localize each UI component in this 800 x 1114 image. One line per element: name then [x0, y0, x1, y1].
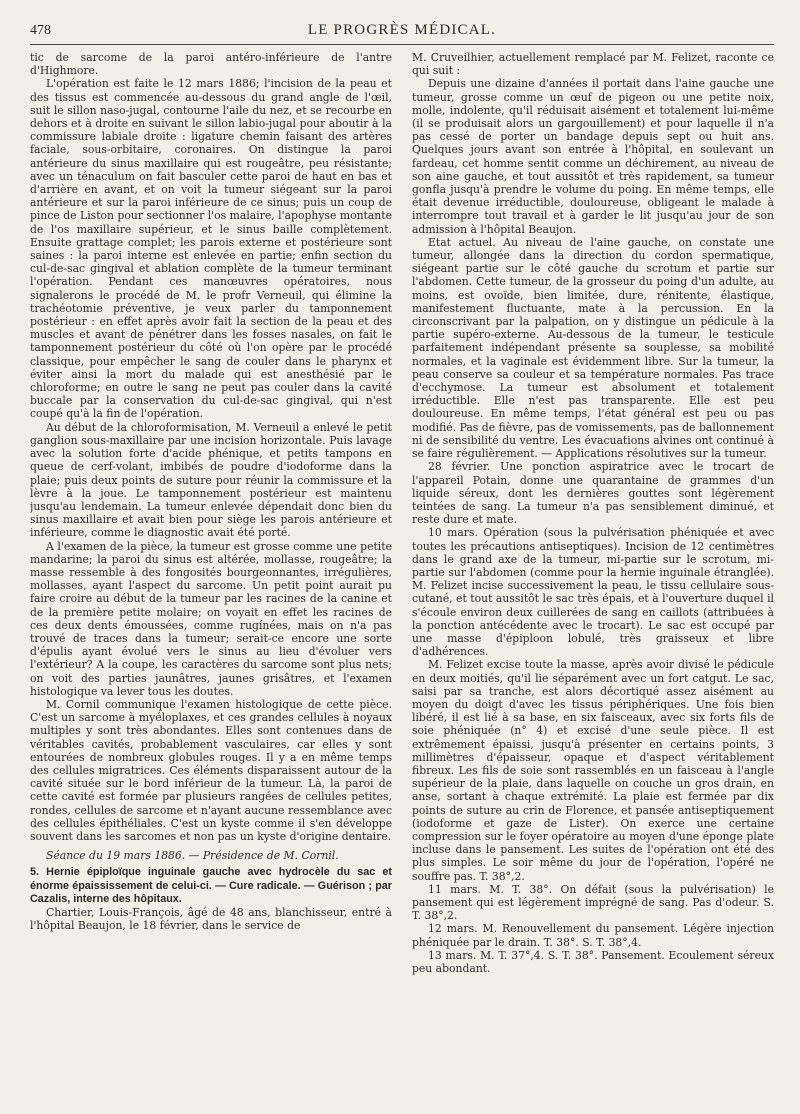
section-heading: 5. Hernie épiploïque inguinale gauche avec hydrocèle du sac et énorme épaississement de celui-ci. — Cure radicale. — Guérison ; par Cazalis, interne des hôpitaux. [30, 866, 392, 905]
running-head [30, 22, 774, 42]
paragraph: tic de sarcome de la paroi antéro-inférieure de l'antre d'Highmore. [30, 51, 392, 78]
paragraph: M. Felizet excise toute la masse, après avoir divisé le pédicule en deux moitiés, qu'il lie séparément avec un fort catgut. Le sac, saisi par sa tranche, est alors décortiqué assez aisément au moyen du doigt d'avec les tissus périphériques. Une fois bien libéré, il est lié à sa base, en six faisceaux, avec six forts fils de soie phéniquée (n° 4) et excisé d'une seule pièce. Il est extrêmement épaissi, jusqu'à présenter en certains points, 3 millimètres d'épaisseur, opaque et d'aspect véritablement fibreux. Les fils de soie sont rassemblés en un faisceau à l'angle supérieur de la plaie, dans laquelle on couche un gros drain, en anse, sortant à chaque extrémité. La plaie est fermée par dix points de suture au crin de Florence, et pansée antiseptiquement (iodoforme et gaze de Lister). On exerce une certaine compression sur le foyer opératoire au moyen d'une éponge plate incluse dans le pansement. Les suites de l'opération ont été des plus simples. Le soir même du jour de l'opération, l'opéré ne souffre pas. T. 38°,2. [412, 658, 774, 883]
paragraph: Chartier, Louis-François, âgé de 48 ans, blanchisseur, entré à l'hôpital Beaujon, le 18 février, dans le service de [30, 906, 392, 933]
columns [30, 51, 774, 1113]
paragraph: L'opération est faite le 12 mars 1886; l'incision de la peau et des tissus est commencée au-dessous du grand angle de l'œil, suit le sillon naso-jugal, contourne l'aile du nez, et se recourbe en dehors et à droite en suivant le sillon labio-jugal pour aboutir à la commissure labiale droite : ligature chemin faisant des artères faciale, sous-orbitaire, coronaires. On distingue la paroi antérieure du sinus maxillaire qui est rougeâtre, peu résistante; avec un ténaculum on fait basculer cette paroi de haut en bas et d'arrière en avant, et on voit la tumeur siégeant sur la paroi antérieure et sur la paroi inférieure de ce sinus; puis un coup de pince de Liston pour sectionner l'os malaire, l'apophyse montante de l'os maxillaire supérieur, et le sinus baille complètement. Ensuite grattage complet; les parois externe et postérieure sont saines : la paroi interne est enlevée en partie; enfin section du cul-de-sac gingival et ablation complète de la tumeur terminant l'opération. Pendant ces manœuvres opératoires, nous signalerons le procédé de M. le profr Verneuil, qui élimine la trachéotomie préventive, je veux parler du tamponnement postérieur : en effet après avoir fait la section de la peau et des muscles et avant de pénétrer dans les fosses nasales, on fait le tamponnement postérieur du côté où l'on opère par le procédé classique, pour empêcher le sang de couler dans le pharynx et éviter ainsi la mort du malade qui est anesthésié par le chloroforme; en outre le sang ne peut pas couler dans la cavité buccale par la conservation du cul-de-sac gingival, qui n'est coupé qu'à la fin de l'opération. [30, 77, 392, 421]
paragraph: 28 février. Une ponction aspiratrice avec le trocart de l'appareil Potain, donne une quarantaine de grammes d'un liquide séreux, dont les dernières gouttes sont légèrement teintées de sang. La tumeur n'a pas sensiblement diminué, et reste dure et mate. [412, 460, 774, 527]
paragraph: Etat actuel. Au niveau de l'aine gauche, on constate une tumeur, allongée dans la direction du cordon spermatique, siégeant partie sur le côté gauche du scrotum et partie sur l'abdomen. Cette tumeur, de la grosseur du poing d'un adulte, au moins, est ovoïde, bien limitée, dure, rénitente, élastique, manifestement fluctuante, mate à la percussion. En la circonscrivant par la palpation, on y distingue un pédicule à la partie supéro-externe. Au-dessous de la tumeur, le testicule parfaitement indépendant présente sa souplesse, sa mobilité normales, et la vaginale est évidemment libre. Sur la tumeur, la peau conserve sa couleur et sa température normales. Pas trace d'ecchymose. La tumeur est absolument et totalement irréductible. Elle n'est pas transparente. Elle est peu douloureuse. En même temps, l'état général est peu ou pas modifié. Pas de fièvre, pas de vomissements, pas de ballonnement ni de sensibilité du ventre. Les évacuations alvines ont continué à se faire régulièrement. — Applications résolutives sur la tumeur. [412, 235, 774, 461]
paragraph: 12 mars. M. Renouvellement du pansement. Légère injection phéniquée par le drain. T. 38°. S. T. 38°,4. [412, 922, 774, 949]
journal-title: LE PROGRÈS MÉDICAL. [307, 22, 497, 38]
paragraph: A l'examen de la pièce, la tumeur est grosse comme une petite mandarine; la paroi du sinus est altérée, mollasse, rougeâtre; la masse ressemble à des fongosités bourgeonnantes, irrégulières, mollasses, ayant l'aspect du sarcome. Un petit point aurait pu faire croire au début de la tumeur par les racines de la canine et de la première petite molaire; on voyait en effet les racines de ces deux dents émoussées, comme rugínées, mais on n'a pas trouvé de traces dans la tumeur; serait-ce encore une sorte d'épulis ayant évolué vers le sinus au lieu d'évoluer vers l'extérieur? A la coupe, les caractères du sarcome sont plus nets; on voit des parties jaunâtres, jaunes grisâtres, et l'examen histologique va lever tous les doutes. [30, 539, 392, 698]
paragraph: 10 mars. Opération (sous la pulvérisation phéniquée et avec toutes les précautions antiseptiques). Incision de 12 centimètres dans le grand axe de la tumeur, mi-partie sur le scrotum, mi-partie sur l'abdomen (comme pour la hernie inguinale étranglée). M. Felizet incise successivement la peau, le tissu cellulaire sous-cutané, et tout aussitôt le sac très épais, et à l'ouverture duquel il s'écoule environ deux cuillerées de sang en caillots (attribuées à la ponction antécédente avec le trocart). Le sac est occupé par une masse d'épiploon lobulé, très graisseux et libre d'adhérences. [412, 526, 774, 659]
page-number: 478 [30, 23, 51, 38]
paragraph: M. Cruveilhier, actuellement remplacé par M. Felizet, raconte ce qui suit : [412, 51, 774, 78]
paragraph: M. Cornil communique l'examen histologique de cette pièce. C'est un sarcome à myéloplaxes, et ces grandes cellules à noyaux multiples y sont très abondantes. Elles sont contenues dans de véritables cavités, probablement vasculaires, car elles y sont entourées de nombreux globules rouges. Il y a en même temps des cellules migratrices. Ces éléments disparaissent autour de la cavité située sur le bord inférieur de la tumeur. Là, la paroi de cette cavité est formée par plusieurs rangées de cellules petites, rondes, cellules de sarcome et n'ayant aucune ressemblance avec des cellules épithéliales. C'est un kyste comme il s'en développe souvent dans les sarcomes et non pas un kyste d'origine dentaire. [30, 697, 392, 843]
right-column [412, 51, 774, 1113]
left-column [30, 51, 392, 1113]
paragraph: Depuis une dizaine d'années il portait dans l'aine gauche une tumeur, grosse comme un œuf de pigeon ou une petite noix, molle, indolente, qu'il réduisait aisément et totalement lui-même (il se produisait alors un gargouillement) et pour laquelle il n'a pas cessé de porter un bandage depuis sept ou huit ans. Quelques jours avant son entrée à l'hôpital, en soulevant un fardeau, cet homme sentit comme un déchirement, au niveau de son aine gauche, et tout aussitôt et très rapidement, sa tumeur gonfla jusqu'à prendre le volume du poing. En même temps, elle était devenue irréductible, douloureuse, obligeant le malade à interrompre tout travail et à garder le lit jusqu'au jour de son admission à l'hôpital Beaujon. [412, 77, 774, 236]
session-line: Séance du 19 mars 1886. — Présidence de M. Cornil. [46, 849, 339, 863]
paragraph: 11 mars. M. T. 38°. On défait (sous la pulvérisation) le pansement qui est légèrement imprégné de sang. Pas d'odeur. S. T. 38°,2. [412, 882, 774, 923]
header-rule [30, 44, 774, 45]
paragraph: 13 mars. M. T. 37°,4. S. T. 38°. Pansement. Ecoulement séreux peu abondant. [412, 948, 774, 976]
page [30, 22, 774, 1113]
paragraph: Au début de la chloroformisation, M. Verneuil a enlevé le petit ganglion sous-maxillaire par une incision horizontale. Puis lavage avec la solution forte d'acide phénique, et petits tampons en queue de cerf-volant, imbibés de poudre d'iodoforme dans la plaie; puis deux points de suture pour réunir la commissure et la lèvre à la joue. Le tamponnement postérieur est maintenu jusqu'au lendemain. La tumeur enlevée dépendait donc bien du sinus maxillaire et avait bien pour siège les parois antérieure et inférieure, comme le diagnostic avait été porté. [30, 420, 392, 540]
